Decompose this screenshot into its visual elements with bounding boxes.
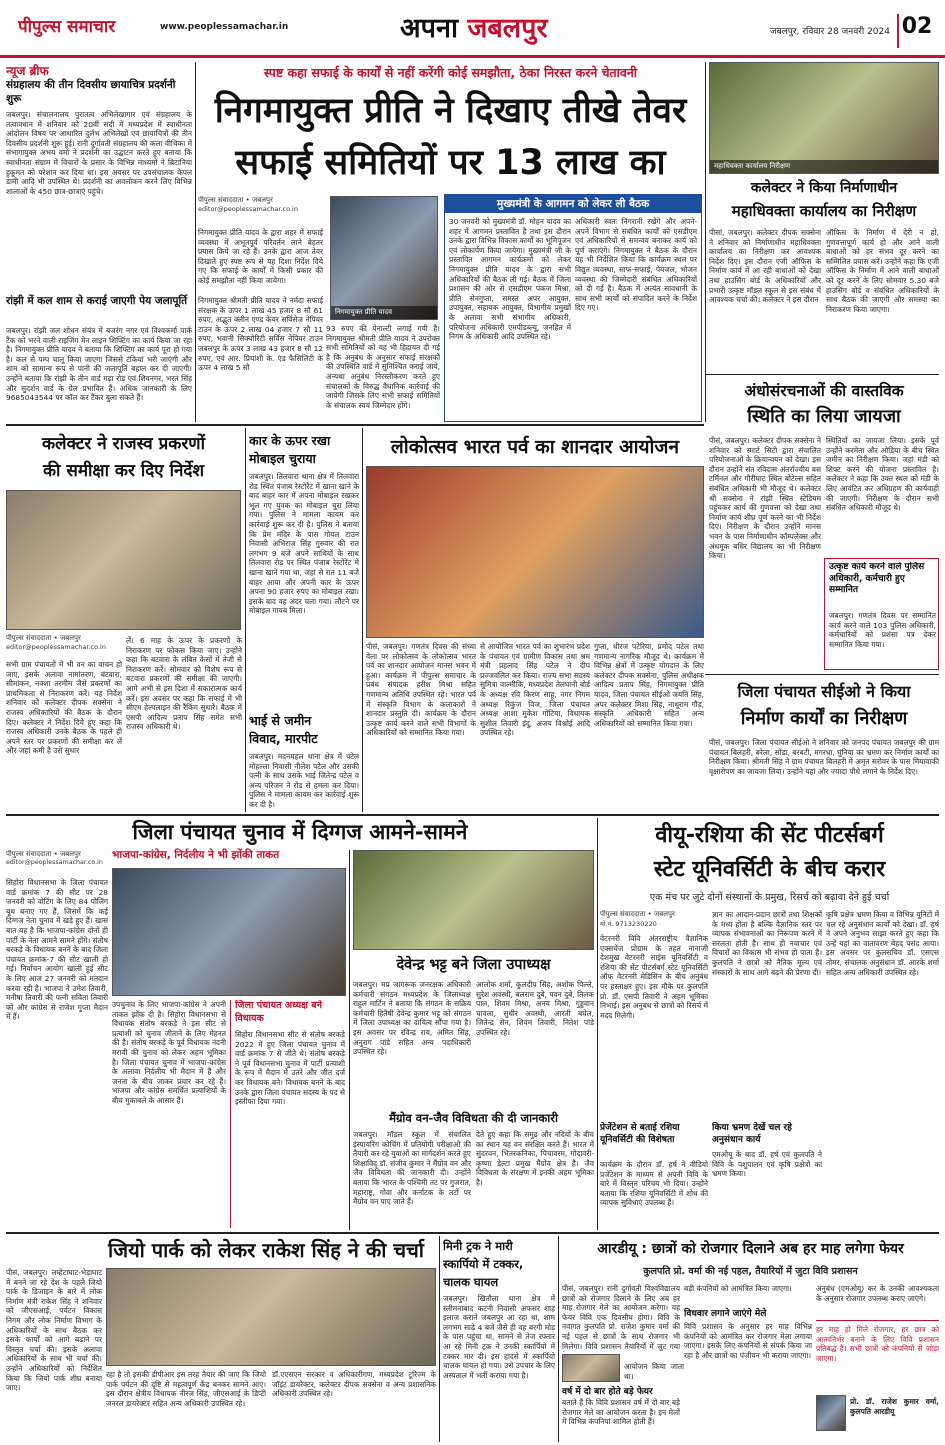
jiyo-park-body-1: पीसं, जबलपुर। लम्हेटाघाट-भेड़ाघाट में बनने जा रहे देश के पहले जियो पार्क के डिजाइन के बारे में लोक निर्माण मंत्री राकेश सिंह ने शनिवार को जीएसआई, पर्यटन विकास निगम और लोक निर्माण विभाग के अधिकारियों के साथ बैठक कर इसके कार्यों को आगे बढ़ाने पर विस्तृत चर्चा की। इसके अलावा अधिकारियों के साथ भी चर्चा की। उन्होंने अधिकारियों को निर्देशित किया कि जियो पार्क शीघ्र बनाया जाए। [6,1268,102,1393]
vu-russia-sidebar-2 [712,1122,822,1228]
zp-ceo-body: पीसं, जबलपुर। जिला पंचायत सीईओ ने शनिवार को जनपद पंचायत जबलपुर की ग्राम पंचायत बिलहरी, बरेला, सोंडा, बरबटी, मगरधा, घुंनिया का भ्रमण कर निर्माण कार्यों का निरीक्षण किया। श्रीमती सिंह ने ग्राम पंचायत बिलहरी में अमृत सरोवर के पास मियावाकी वृक्षारोपण का जायजा लिया। उन्होंने यहां और ज्यादा पौधे लगाने के निर्देश दिए। [709,738,939,776]
land-dispute-headline-2: विवाद, मारपीट [249,731,318,746]
mobile-theft-headline-2: मोबाइल चुराया [249,451,316,466]
zp-ceo-headline-2: निर्माण कार्यों का निरीक्षण [740,708,908,729]
election-byline-block [6,850,116,876]
lead-body-3: 93 रुपए की पेनाल्टी लगाई गयी है। निगमायुक्त श्रीमती प्रीति यादव ने उपरोक्त सभी समितियों को यह भी हिदायत दी गई है कि अनुबंध के अनुसार सफाई संरक्षकों की उपस्थिति वार्ड में सुनिश्चित कराई जाये, अन्यथा अनुबंध निरस्तीकरण करते हुए संचालकों के विरुद्ध वैधानिक कार्रवाई की जायेगी जिसके लिए सभी सफाई समितियों के संचालक स्वयं जिम्मेदार होंगे। [326,324,440,410]
lead-byline-block [198,196,323,222]
revenue-body-2: लें। 6 माह के ऊपर के प्रकरणों के निराकरण पर फोकस किया जाए। उन्होंने कहा कि बटवारा के लंबित केसों में तेजी से निराकरण करें। सोमवार को विशेष रूप से बटवारा प्रकरणों की समीक्षा की जाएगी। आगे अभी से इस दिशा में सकारात्मक कार्य करें। इस अवसर पर कहा कि सफाई में भी सीएम हेल्पलाइन की रैंकिंग सुधारें। बैठक में एसपी आदित्य प्रताप सिंह समेत सभी राजस्व अधिकारी थे। [126,636,242,732]
commissioner-photo [330,196,438,320]
jiyo-park-headline: जियो पार्क को लेकर राकेश सिंह ने की चर्चा [108,1238,424,1262]
collector-office-body-1: पीसां, जबलपुर। कलेक्टर दीपक सक्सेना ने शनिवार को निर्माणाधीन महाधिवक्ता कार्यालय का निरीक्षण कर आवश्यक निर्देश दिए। इस दौरान एजी ऑफिस के निर्माण कार्य में आ रही बाधाओं को देखा तथा हाउसिंग बोर्ड के अधिकारियों और प्रभारी उत्कृष्ट मॉडल स्कूल से इस संबंध में आवश्यक चर्चा की। कलेक्टर ने इस दौरान [709,228,821,305]
issue-date: जबलपुर, रविवार 28 जनवरी 2024 [769,27,890,37]
devendra-photo [353,850,594,950]
police-award-box [824,558,939,670]
infra-headline-1: अंधोसंरचनाओं की वास्तविक [744,382,904,400]
rdu-building-photo [562,1354,620,1382]
vu-russia-body-1: वेटरनरी विवि अंतरराष्ट्रीय वैज्ञानिक एक्सचेंज प्रोग्राम के तहत नानाजी देशमुख वेटरनरी साइंस यूनिवर्सिटी व रशिया की सेंट पीटर्सबर्ग स्टेट यूनिवर्सिटी ऑफ वेटरनरी मेडिसिन के बीच अनुबंध पर हस्ताक्षर हुए। इस मौके पर कुलपति प्रो. डॉ. एसपी तिवारी ने अहम भूमिका निभाई। इस अनुबंध से छात्रों को रिसर्च में मदद मिलेगी। [600,934,708,1020]
mangrove-body-1: जबलपुर। मॉडल स्कूल में संचालित इंस्पायरिंग कोचिंग में प्रतियोगी परीक्षाओं की तैयारी कर रहे युवाओं का मार्गदर्शन करते हुए शिक्षाविद् डॉ. संजीव कुमार ने मैंग्रोव वन और जैव विविधता की जानकारी दी। उन्होंने बताया कि भारत के पश्चिमी तट पर गुजरात, महाराष्ट्र, गोवा और कर्नाटक के तटों पर मैंग्रोव वन पाए जाते हैं। [353,1130,471,1207]
election-subhead: भाजपा-कांग्रेस, निर्दलीय ने भी झोंकी ताकत [112,849,280,861]
lead-body-1: निगमायुक्त प्रीति यादव के द्वारा शहर में सफाई व्यवस्था में अभूतपूर्व परिवर्तन लाने बेहतर प्रयास किये जा रहे हैं। उनके द्वारा आज तेवर दिखाते हुए स्पष्ट रूप से यह दिशा निर्देश दिये गए कि सफाई के कार्यों में किसी प्रकार की कोई समझौता नहीं किया जायेगा। [198,228,323,285]
election-headline: जिला पंचायत चुनाव में दिग्गज आमने-सामने [132,820,468,844]
police-award-body: जबलपुर। गणतंत्र दिवस पर सम्मानित कार्य करने वाले 103 पुलिस अधिकारी, कर्मचारियों को प्रशंसा पत्र देकर सम्मानित किया गया। [829,611,936,649]
revenue-headline-2: की समीक्षा कर दिए निर्देश [42,461,205,481]
election-photo [112,868,346,996]
vu-russia-phone: मो.नं. 9713230220 [600,920,657,928]
news-brief-column [6,62,192,420]
lead-kicker: स्पष्ट कहा सफाई के कार्यों से नहीं करेंगी कोई समझौता, ठेका निरस्त करने चेतावनी [263,65,638,80]
rdu-fair-photo-label: आयोजन किया जाता था। [624,1362,684,1381]
rdu-fair-sidebar-title: वर्ष में दो बार होते बड़े फेयर [562,1387,653,1397]
jiyo-park-body-2: रहा है तो इसकी डीपीआर इस तरह तैयार की जाए कि जियो पार्क पर्यटन की दृष्टि से महत्वपूर्ण केंद्र बनकर सामने आए। इस दौरान क्षेत्रीय विधायक नीरज सिंह, जीएसआई के डिप्टी जनरल डायरेक्टर सहित अन्य अधिकारी उपस्थित रहे। [106,1370,266,1408]
lokotsav-body-1: पीसं, जबलपुर। गणतंत्र दिवस की संध्या वेला पर लोकोत्सव के लोकोत्सव भारत पर्व का शानदार आयोजन मानस भवन में हुआ। कार्यक्रम में पीपुल्स समाचार के प्रबंध संपादक हरीश मिश्रा सहित गणमान्य अतिथि उपस्थित रहे। भारत पर्व में संस्कृति विभाग के कलाकारों ने शानदार प्रस्तुति दी। कार्यक्रम के दौरान उत्कृष्ट कार्य करने वाले सभी विभागों के अधिकारियों को सम्मानित किया गया। [366,642,476,738]
rdu-fair-body2-title: विधवार लगाने जाएंगे मेले [684,1309,767,1319]
rdu-fair-headline: आरडीयू : छात्रों को रोजगार दिलाने अब हर माह लगेगा फेयर [597,1241,904,1257]
brief-2-title: रांझी में कल शाम से कराई जाएगी पेय जलापूर्ति [6,295,188,307]
cm-meeting-body-1: 30 जनवरी को मुख्यमंत्री डॉ. मोहन यादव का शहर में आगमन प्रस्तावित है तथा इस दौरान उनके द्वारा विभिन्न विकास कार्यों का भूमिपूजन एवं लोकार्पण किया जायेगा। मुख्यमंत्री जी के प्रस्तावित आगमन कार्यक्रमों को लेकर निगमायुक्त प्रीति यादव के द्वारा सभी अधिकारियों की बैठक ली गई। बैठक में जिला प्रशासन की ओर से एसडीएम पंकज मिश्रा, प्रीति सेनगुप्ता, समस्त अपर आयुक्त, उपायुक्त, सहायक आयुक्त, विभागीय प्रमुखों के अलावा सभी संभागीय अधिकारी, परियोजना अधिकारी एमपीडब्ल्यू, जनहित में निगम के अधिकारी आदि उपस्थित रहे। [449,217,571,342]
vu-russia-sidebar-1-title: प्रेजेंटेशन से बताई रशिया यूनिवर्सिटी की विशेषता [600,1123,680,1145]
rdu-fair-body-2: बड़ी कंपनियों को आमंत्रित किया जाएगा। [684,1284,792,1293]
truck-headline-1: मिनी ट्रक ने मारी [443,1239,513,1253]
vu-russia-byline: पीपुल्स संवाददाता • जबलपुर [600,910,675,918]
revenue-headline-1: कलेक्टर ने राजस्व प्रकरणों [42,434,205,454]
vu-russia-sidebar-1-body: कार्यक्रम के दौरान डॉ. हर्ष ने वीडियो प्रजेंटेशन के माध्यम से अपनी विवि के बारे में विस्तृत परिचय भी दिया। उन्होंने बताया कि रशिया यूनिवर्सिटी में शोध की व्यापक सुविधाएं उपलब्ध हैं। [600,1160,708,1208]
revenue-byline: पीपुल्स संवाददाता • जबलपुर [6,634,81,642]
truck-headline-3: चालक घायल [443,1275,499,1289]
election-byline: पीपुल्स संवाददाता • जबलपुर [6,850,81,858]
lokotsav-headline: लोकोत्सव भारत पर्व का शानदार आयोजन [390,436,680,458]
land-dispute-headline-1: भाई से जमीन [249,713,312,728]
lokotsav-body-3: गुप्ता, धीरज पटेरिया, प्रमोद पटेल तथा गणमान्य नागरिक मौजूद थे। कार्यक्रम में विभिन्न क्षेत्रों में उत्कृष्ट योगदान के लिए कलेक्टर दीपक सक्सेना, पुलिस अधीक्षक आदित्य प्रताप सिंह, निगमायुक्त प्रीति यादव, जिला पंचायत सीईओ जयति सिंह, अपर कलेक्टर मिशा सिंह, नाथूराम गौड़, संस्कृति अधिकारी सहित अन्य अधिकारियों को सम्मानित किया गया। [594,642,704,728]
revenue-byline-block [6,634,124,656]
election-email[interactable]: editor@peoplessamachar.co.in [6,859,103,866]
devendra-body-2: आलोक शर्मा, कुलदीप सिंह, अशोक पिल्ले, सुरेश अवस्थी, बलराम दुबे, पवन दुबे, तिलक पाल, शिवम मिश्रा, अनय मिश्रा, गुड्डवान चावला, सुधीर अवस्थी, आरती बघेल, जितेन्द्र सेन, शिवम तिवारी, नितेश पांडे उपस्थित रहे। [476,980,594,1037]
infra-body-1: पीसं, जबलपुर। कलेक्टर दीपक सक्सेना ने शनिवार को स्मार्ट सिटी द्वारा संचालित परियोजनाओं के क्रियान्वयन को देखा। इस दौरान उन्होंने संत रविदास अंतर्राज्यीय बस टर्मिनल और गौरीघाट स्थित बोटेल्स सहित संबंधित अधिकारी भी मौजूद थे। कलेक्टर श्री सक्सेना ने रांझी स्थित स्टेडियम पहुंचकर कार्य की गुणवत्ता को देखा तथा निर्माण कार्य शीघ्र पूर्ण करने का भी निर्देश दिए। निरीक्षण के दौरान उन्होंने मानस भवन के पास निर्माणाधीन कॉम्पलेक्स और अंधमूक बधिर विद्यालय का भी निरीक्षण किया। [709,436,821,561]
lokotsav-photo [366,466,704,638]
cm-meeting-box [444,194,702,422]
rdu-fair-sidebar-body: बताते हैं कि विवि प्रशासन वर्ष में दो बार बड़े रोजगार मेले का आयोजन करता है। इन मेलों में विभिन्न कंपनियां शामिल होती हैं। [562,1398,680,1427]
rdu-fair-body-3: विवि प्रशासन के अनुसार हर माह विभिन्न कंपनियों को आमंत्रित कर रोजगार मेला लगाया जाएगा। इसके लिए कंपनियों से संपर्क किया जा रहा है और छात्रों का पंजीयन भी कराया जाएगा। [684,1322,812,1360]
land-dispute-body: जबलपुर। मदनमहल थाना क्षेत्र में पटेल मोहल्ला निवासी नीलेश पटेल और उसकी पत्नी के साथ उसके भाई जितेन्द्र पटेल व अन्य परिजन ने रोड से हमला कर दिया। पुलिस ने मामला कायम कर कार्रवाई शुरू कर दी है। [249,752,359,809]
jiyo-park-body-3: डॉ.एएसएन सरकार व अधिकारीगण, मध्यप्रदेश टूरिज्म के जॉइंट डायरेक्टर, कलेक्टर दीपक सक्सेना व अन्य प्रशासनिक अधिकारी उपस्थित रहे। [272,1370,436,1399]
vu-russia-headline-2: स्टेट यूनिवर्सिटी के बीच करार [653,857,886,882]
collector-office-body-2: ऑफिस के निर्माण में देरी न हो, गुणवत्तापूर्ण कार्य हो और आने वाली बाधाओं को हर संभव दूर करने का सम्मिलित प्रयास करें। उन्होंने कहा कि एजी ऑफिस के निर्माण में आने वाली बाधाओं को दूर करने के लिए सोमवार 5.30 बजे हाउसिंग बोर्ड व संबंधित अधिकारियों के साथ बैठक की जाएगी और समस्या का निराकरण किया जाएगा। [826,228,939,314]
brief-1-title: संग्रहालय की तीन दिवसीय छायाचित्र प्रदर्शनी शुरू [6,79,176,105]
cm-meeting-title: मुख्यमंत्री के आगमन को लेकर ली बैठक [445,195,701,213]
masthead [0,0,945,58]
brand-logo: पीपुल्स समाचार [18,17,116,37]
revenue-meeting-photo [6,490,241,630]
vu-russia-sidebar-2-title: किया भ्रमण देखें चल रहे अनुसंधान कार्य [712,1123,792,1145]
election-sidebar-title: जिला पंचायत अध्यक्ष बने विधायक [235,1000,322,1024]
vice-chancellor-photo [816,1395,846,1431]
devendra-headline: देवेन्द्र भट्ट बने जिला उपाध्यक्ष [396,957,551,973]
lokotsav-body-2: से आयोजित भारत पर्व का शुभारंभ प्रदेश के पंचायत एवं ग्रामीण विकास तथा श्रम मंत्री प्रहलाद सिंह पटेल ने दीप प्रज्जवलित कर किया। राज्य सभा सदस्य सुमित्रा वाल्मीकि, मध्यप्रदेश तेलघानी बोर्ड के अध्यक्ष रवि किरण साहू, नगर निगम अध्यक्ष रिकुंज विज, जिला पंचायत अध्यक्ष आशा मुकेश गोंटिया, विधायक सुशील तिवारी इंदु, अजय विश्नोई आदि उपस्थित रहे। [480,642,590,738]
truck-body: जबलपुर। खितौला थाना क्षेत्र में स्लीमनाबाद कटनी निवासी अफसर शाह इलाज कराने जबलपुर आ रहा था, शाम लगभग साढ़े 4 बजे जैसे ही वह बरगी मोड़ के पास पहुंचा था, सामने से तेज रफ्तार आ रहे मिनी ट्रक ने उनकी स्कार्पियो में टक्कर मार दी। इस हादसे में स्कार्पियो चालक घायल हो गया। उसे उपचार के लिए अस्पताल में भर्ती कराया गया है। [443,1294,555,1380]
rdu-fair-subhead: कुलपति प्रो. वर्मा की नई पहल, तैयारियों में जुटा विवि प्रशासन [643,1266,858,1277]
brief-2-body: जबलपुर। रांझी जल शोधन संयंत्र में बजरंग नगर एवं विश्वकर्मा पार्क टैंक को भरने वाली राइजिंग मेन लाइन शिफ्टिंग का कार्य किया जा रहा है। निगमायुक्त प्रीति यादव ने बताया कि शिफ्टिंग का कार्य पूरा हो गया है। कल से पम्प चालू किया जाएगा जिससे टंकियां भरी जाएंगी और शाम को सामान्य रूप से पानी की जलापूर्ति बहाल कर दी जाएगी। उन्होंने बताया कि रांझी के तीन वार्ड गढ़ा रोड़ एवं शिवनगर, भरत सिंह और सुदर्शन वार्ड के ग्रेल प्रभावित हैं। अधिक जानकारी के लिए 9685043544 पर कॉल कर टैंकर बुला सकते हैं। [6,326,192,403]
rdu-fair-quote-author: प्रो. डॉ. राजेश कुमार वर्मा, कुलपति आरडीयू [850,1397,939,1416]
infra-body-2: स्थितियों का जायजा लिया। इसके पूर्व उन्होंने करमेता और ओडिया के बीच स्थित जमीन का निरीक्षण किया। जहां मंडी को शिफ्ट करने की योजना प्रस्तावित है। कलेक्टर ने कहा कि उक्त स्थल को मंडी के लिए आवंटित कर अधिग्रहण की कार्यवाही की जाएगी। निरीक्षण के दौरान सभी संबंधित अधिकारी मौजूद थे। [826,436,939,513]
election-sidebar-body: सिहोरा विधानसभा सीट से संतोष बरकड़े 2022 में हुए जिला पंचायत चुनाव में वार्ड क्रमांक 7 से जीते थे। संतोष बरकड़े ने पूर्व विधानसभा चुनाव में पार्टी प्रत्याशी के रूप में मैदान में उतरे और जीत दर्ज कर विधायक बने। विधायक बनने के बाद उनके द्वारा जिला पंचायत सदस्य के पद से इस्तीफा दिया गया। [235,1030,345,1107]
lead-headline-2: सफाई समितियों पर 13 लाख का [235,143,666,183]
section-title [400,8,610,48]
page-number: 02 [897,14,935,48]
vu-russia-sidebar-1 [600,1122,708,1228]
lead-email[interactable]: editor@peoplessamachar.co.in [198,205,298,213]
vu-russia-byline-block [600,910,708,932]
lead-body-2: निगमायुक्त श्रीमती प्रीति यादव ने नर्मदा सफाई संरक्षक के ऊपर 1 लाख 45 हजार 8 सौ 61 रुपए, अद्भुत क्लीन एण्ड केयर सर्विसेज नेपियर टाउन के ऊपर 2 लाख 04 हजार 7 सौ 11 रुपए, भवानी सिक्योरिटी सर्विस नेपियर टाउन जबलपुर के ऊपर 3 लाख 43 हजार 8 सौ 12 रुपए, एवं आर. प्रियांशी के. एंड फैसिलिटी के ऊपर 4 लाख 5 सौ [198,296,323,373]
vu-russia-headline-1: वीयू-रशिया की सेंट पीटर्सबर्ग [655,823,884,848]
section-prefix: अपना [400,13,458,44]
mangrove-headline: मैंग्रोव वन-जैव विविधता की दी जानकारी [389,1111,558,1125]
mangrove-body-2: देते हुए कहा कि समुद्र और नदियों के बीच का स्थान यह वन संरक्षित करते हैं। भारत में सुंदरवन, भितरकनिका, पिचावरम, गोदावरी-कृष्णा डेल्टा प्रमुख मैंग्रोव क्षेत्र हैं। जैव विविधता के संरक्षण में इनकी अहम भूमिका है। [476,1130,594,1187]
revenue-body-1: सभी ग्राम पंचायतों में भी वन का वाचन हो जाए, इसके अलावा नामांतरण, बंटवारा, सीमांकन, नक्शा तरमीम जैसे प्रकरणों का प्राथमिकता से निराकरण करें। यह निर्देश शनिवार को कलेक्टर दीपक सक्सेना ने राजस्व अधिकारियों की बैठक के दौरान दिए। कलेक्टर ने निर्देश दिये हुए कहा कि राजस्व अधिकारी उनके बैठक के पहले ही अपने स्तर पर प्रकरणों की समीक्षा कर लें और जहां कमी है उसे सुधार [6,660,122,756]
brief-1-body: जबलपुर। संचालनालय पुरातत्व अभिलेखागार एवं संग्रहालय के तत्वावधान में शनिवार को 20वीं सदी में मध्यप्रदेश में स्वाधीनता आंदोलन विषय पर आधारित दुर्लभ अभिलेखों एवं छायाचित्रों की तीन दिवसीय प्रदर्शनी शुरू हुई। रानी दुर्गावती संग्रहालय की कला वीथिका में संभागायुक्त अभय वर्मा ने प्रदर्शनी का उद्घाटन करते हुए बताया कि स्वाधीनता संग्राम में विचारों के प्रसार के विभिन्न माध्यमों ने ब्रिटानिया हुकूमत को परेशान कर दिया था। इस अवसर पर उपसंचालक केपल डामी आदि भी उपस्थित थे। प्रदर्शनी का अवलोकन करने लिए विभिन्न शालाओं के 450 छात्र-छात्राएं पहुंचे। [6,110,192,196]
election-body-2: उपचुनाव के लिए भाजपा-कांग्रेस ने अपनी ताकत झोंक दी है। सिहोरा विधानसभा से विधायक संतोष बरकड़े ने इस सीट से प्रत्याशी को चुनाव जीताने के लिए मेहनत की है। संतोष बरकड़े के पूर्व विधायक नंदनी मरावी की चुनाव को लेकर अहम भूमिका है। जिला पंचायत चुनाव में भाजपा-कांग्रेस के अलावा निर्दलीय भी मैदान में हैं और जनता के बीच जाकर प्रचार कर रहे हैं। भाजपा और कांग्रेस समर्थित प्रत्याशियों के बीच मुकाबले के आसार हैं। [112,1000,226,1105]
news-brief-label: न्यूज ब्रीफ [6,64,49,78]
truck-headline-2: स्कार्पियो में टक्कर, [443,1257,524,1271]
collector-office-headline-2: महाधिवक्ता कार्यालय का निरीक्षण [731,202,917,220]
election-sidebar [230,1000,346,1228]
mobile-theft-headline-1: कार के ऊपर रखा [249,433,331,448]
zp-ceo-headline-1: जिला पंचायत सीईओ ने किया [737,682,911,701]
collector-office-photo [709,62,939,174]
collector-office-photo-label: महाधिवक्ता कार्यालय निरीक्षण [710,160,938,173]
rdu-quote-box [816,1320,939,1440]
collector-office-headline-1: कलेक्टर ने किया निर्माणाधीन [750,180,898,196]
devendra-body-1: जबलपुर। मप्र जागरूक जनरक्षक अधिकारी कर्मचारी संगठन मध्यप्रदेश के जिलाध्यक्ष राहुल मार्टिन ने बताया कि संगठन के सक्रिय कर्मचारी हितैषी देवेन्द्र कुमार भट्ट को संगठन में जिला उपाध्यक्ष का दायित्व सौंपा गया है। इस अवसर पर रविन्द्र राय, अमित सिंह, अनुराग पांडे सहित अन्य पदाधिकारी उपस्थित रहे। [353,980,471,1057]
rdu-fair-body-4: अनुबंध (एमओयू) कर के उनकी आवश्यकता के अनुसार रोजगार उपलब्ध कराए जाएंगे। [816,1284,939,1303]
vu-russia-sidebar-2-body: एमओयू के बाद डॉ. हर्ष एवं कुलपति ने विवि के पशुपालन एवं कृषि प्रक्षेत्रों का भ्रमण किया। [712,1150,822,1179]
rdu-fair-body-1: पीसं, जबलपुर। रानी दुर्गावती विश्वविद्यालय छात्रों को रोजगार दिलाने के लिए अब हर माह रोजगार मेले का आयोजन करेगा। यह फेयर विवि एक दिवसीय होगा। विवि के नवागत कुलपति प्रो. राजेश कुमार वर्मा की नई पहल से छात्रों के साथ रोजगार भी मिलेगा। विवि प्रशासन तैयारियों में जुट गया [562,1284,680,1351]
cm-meeting-body-2: अधिकारी स्वतः निगरानी रखेंगे और अपने-अपने विभाग से संबंधित कार्यों को एसडीएम एवं अधिकारियों से समन्वय बनाकर कार्य को पूर्ण कराएंगे। निगमायुक्त ने बैठक के दौरान यह भी निर्देशित किया कि कार्यक्रम स्थल पर विद्युत व्यवस्था, साफ-सफाई, पेयजल, भोजन व्यवस्था की जिम्मेदारी संबंधित अधिकारियों को दी गई है। बैठक में अत्यंत सावधानी के साथ सभी कार्यों को संपादित करने के निर्देश दिए गए। [575,217,697,313]
mobile-theft-body: जबलपुर। तिलवारा थाना क्षेत्र में तिलवारा रोड स्थित पंजाब रेस्टोरेंट में खाना खाने के बाद बाहर कार में अपना मोबाइल रखकर भूल गए युवक का मोबाइल चुरा लिया गया। पुलिस ने मामला कायम कर कार्रवाई शुरू कर दी है। पुलिस ने बताया कि प्रेम मंदिर के पास गोयल टाउन निवासी अभिराज सिंह गुरुवार की रात लगभग 9 बजे अपने साथियों के साथ तिलवारा रोड पर स्थित पंजाब रेस्टोरेंट में खाना खाने गया था, जहां से रात 11 बजे बाहर आया और अपनी कार के ऊपर अपना 90 हजार रुपए का मोबाइल रखा। इसके बाद वह अंदर चला गया। लौटने पर मोबाइल गायब मिला। [249,472,359,616]
section-city: जबलपुर [467,13,548,44]
vu-russia-body-3: कृषि प्रक्षेत्र भ्रमण किया व विभिन्न यूनिटों में चल रहे अनुसंधान कार्यों को देखा। डॉ. हर्ष ने अपने अनुभव साझा करते हुए कहा कि उन्हें यहां का वातावरण बेहद पसंद आया। इस अवसर पर कुलसचिव डॉ. एसएस तोमर, संचालक अनुसंधान डॉ. आरके शर्मा सहित अन्य अधिकारी उपस्थित रहे। [826,910,939,977]
lead-headline-1: निगमायुक्त प्रीति ने दिखाए तीखे तेवर [214,91,687,131]
rdu-fair-quote: हर माह हो मिले रोजगार, हर छात्र को आत्मनिर्भर बनाने के लिए विवि प्रशासन प्रतिबद्ध है। सभी छात्रों को कंपनियों से जोड़ा जाएगा। [816,1325,939,1363]
vu-russia-subhead: एक मंच पर जुटे दोनों संस्थानों के प्रमुख, रिसर्च को बढ़ावा देने हुई चर्चा [649,892,890,903]
commissioner-photo-label: निगमायुक्त प्रीति यादव [331,306,437,319]
police-award-title: उत्कृष्ट कार्य करने वाले पुलिस अधिकारी, कर्मचारी हुए सम्मानित [829,562,925,595]
jiyo-park-photo [106,1268,436,1366]
lead-byline: पीपुल्स संवाददाता • जबलपुर [198,196,273,204]
infra-headline-2: स्थिति का लिया जायजा [747,406,901,427]
revenue-email[interactable]: editor@peoplessamachar.co.in [6,643,106,651]
election-body-1: सिहोरा विधानसभा के जिला पंचायत वार्ड क्रमांक 7 की सीट पर 28 जनवरी को वोटिंग के लिए 84 पोलिंग बूथ बनाए गए हैं, जिसमें कि कई दिग्गज नेता चुनाव में खड़े हुए हैं। खास बात यह है कि भाजपा-कांग्रेस दोनों ही पार्टी के नेता आमने सामने होंगे। संतोष बरकड़े के विधायक बनने के बाद जिला पंचायत क्रमांक-7 की सीट खाली हो गई। निर्वाचन आयोग खाली हुई सीट के लिए आज 27 जनवरी को मतदान करवा रही है। भाजपा ने उमेश तिवारी, मनीषा तिवारी की पत्नी सविता तिवारी को और कांग्रेस से राजेश गुप्ता मैदान में हैं। [6,878,108,1022]
vu-russia-body-2: ज्ञान का आदान-प्रदान छात्रों तथा शिक्षकों के मध्य होता है बल्कि वैज्ञानिक स्तर पर व्यापक संभावनाओं का निरूपण करने में सरलता होती है। साथ ही नवाचार एवं विचारों का विकास भी संभव हो पाता है। कुलपति ने छात्रों को नैतिक मूल्य एवं संस्कारों के साथ आगे बढ़ने की प्रेरणा दी। [712,910,822,977]
website-url[interactable]: www.peoplessamachar.in [160,22,289,32]
